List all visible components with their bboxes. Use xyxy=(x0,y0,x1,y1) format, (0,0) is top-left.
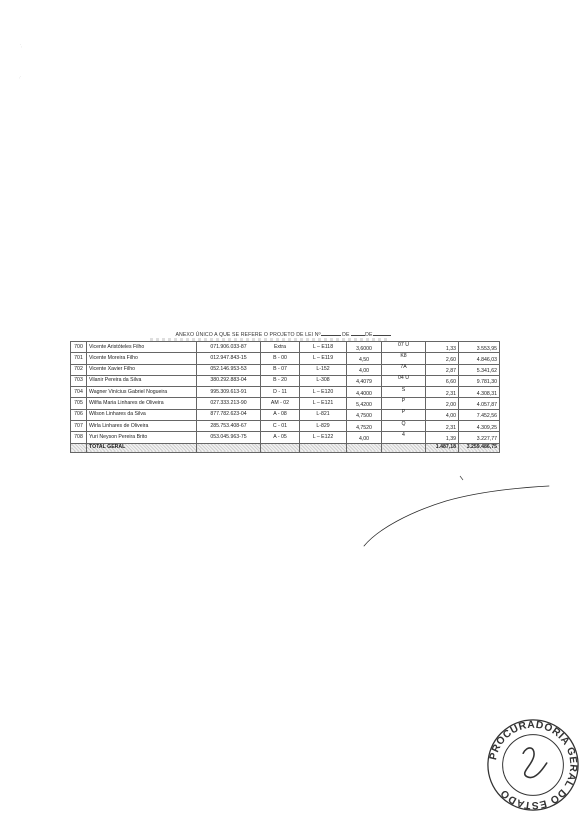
value-cell: 5.341,62 xyxy=(459,364,500,375)
ref-cell: S xyxy=(382,387,426,398)
name-cell: Wilfia Maria Linhares de Oliveira xyxy=(87,398,197,409)
name-cell: Vilanir Pereira da Silva xyxy=(87,375,197,386)
cpf-cell: 027.333.213-90 xyxy=(197,398,261,409)
seq-cell: 701 xyxy=(71,353,87,364)
lot-cell: L-308 xyxy=(300,375,347,386)
total-factor: 1.487,18 xyxy=(426,443,459,452)
name-cell: Wirla Linhares de Oliveira xyxy=(87,421,197,432)
lot-cell: L – E120 xyxy=(300,387,347,398)
ref-cell: 07 U xyxy=(382,342,426,353)
lot-cell: L – E121 xyxy=(300,398,347,409)
lot-cell: L-152 xyxy=(300,364,347,375)
factor-cell: 2,00 xyxy=(426,398,459,409)
lot-cell: L-829 xyxy=(300,421,347,432)
area-cell: 4,7500 xyxy=(347,409,382,420)
cpf-cell: 012.947.843-15 xyxy=(197,353,261,364)
value-cell: 7.452,56 xyxy=(459,409,500,420)
seq-cell: 707 xyxy=(71,421,87,432)
factor-cell: 6,60 xyxy=(426,375,459,386)
cpf-cell: 053.045.963-75 xyxy=(197,432,261,443)
factor-cell: 2,60 xyxy=(426,353,459,364)
area-cell: 4,00 xyxy=(347,364,382,375)
svg-text:PROCURADORIA GERAL DO ESTADO: PROCURADORIA GERAL DO ESTADO xyxy=(488,719,579,811)
factor-cell: 4,00 xyxy=(426,409,459,420)
area-cell: 4,4000 xyxy=(347,387,382,398)
ref-cell: 04 U xyxy=(382,375,426,386)
value-cell: 4.057,87 xyxy=(459,398,500,409)
name-cell: Vicente Xavier Filho xyxy=(87,364,197,375)
grade-cell: Extra xyxy=(261,342,300,353)
ref-cell: P xyxy=(382,398,426,409)
seq-cell: 706 xyxy=(71,409,87,420)
cpf-cell: 877.782.623-04 xyxy=(197,409,261,420)
ref-cell: 4 xyxy=(382,432,426,443)
total-label: TOTAL GERAL xyxy=(87,443,197,452)
cpf-cell: 995.309.613-91 xyxy=(197,387,261,398)
area-cell: 4,00 xyxy=(347,432,382,443)
state-seal-stamp xyxy=(484,716,582,814)
value-cell: 4.846,03 xyxy=(459,353,500,364)
lot-cell: L – E119 xyxy=(300,353,347,364)
value-cell: 3.227,77 xyxy=(459,432,500,443)
seq-cell: 708 xyxy=(71,432,87,443)
grade-cell: D - 11 xyxy=(261,387,300,398)
total-value: 3.259.486,75 xyxy=(459,443,500,452)
area-cell: 5,4200 xyxy=(347,398,382,409)
name-cell: Vicente Aristóteles Filho xyxy=(87,342,197,353)
grade-cell: B - 20 xyxy=(261,375,300,386)
factor-cell: 2,87 xyxy=(426,364,459,375)
factor-cell: 1,39 xyxy=(426,432,459,443)
header-text-1: ANEXO ÚNICO A QUE SE REFERE O PROJETO DE LEI Nº xyxy=(175,332,321,338)
name-cell: Vicente Moreira Filho xyxy=(87,353,197,364)
value-cell: 9.781,30 xyxy=(459,375,500,386)
ref-cell: K8 xyxy=(382,353,426,364)
seq-cell: 700 xyxy=(71,342,87,353)
factor-cell: 2,31 xyxy=(426,421,459,432)
grade-cell: A - 05 xyxy=(261,432,300,443)
value-cell: 4.308,31 xyxy=(459,387,500,398)
cpf-cell: 380.292.883-04 xyxy=(197,375,261,386)
factor-cell: 1,33 xyxy=(426,342,459,353)
area-cell: 4,50 xyxy=(347,353,382,364)
grade-cell: AM - 02 xyxy=(261,398,300,409)
area-cell: 4,7520 xyxy=(347,421,382,432)
lot-cell: L – E122 xyxy=(300,432,347,443)
name-cell: Wagner Vinícius Gabriel Nogueira xyxy=(87,387,197,398)
ref-cell: Q xyxy=(382,421,426,432)
grade-cell: B - 00 xyxy=(261,353,300,364)
grade-cell: C - 01 xyxy=(261,421,300,432)
seq-cell: 702 xyxy=(71,364,87,375)
grade-cell: B - 07 xyxy=(261,364,300,375)
value-cell: 4.309,25 xyxy=(459,421,500,432)
grade-cell: A - 08 xyxy=(261,409,300,420)
seq-cell: 705 xyxy=(71,398,87,409)
document-page: ʻ‚ ‚· ANEXO ÚNICO A QUE SE REFERE O PROJETO DE LEI Nº DE DE 700 Vicente Aristóteles Filho 071.906.033-87 Extra L – E118 3,6000 07 U 1,33 3.553,95 701 Vicente Moreira Filho 012.947.843-15 B - 00 L – E119 4,50 K8 2,60 4.846,03 702 Vicente Xavier Filho 052.146.953-53 B - 07 L-152 4,00 7A 2,87 5.341,62 703 Vilanir Pereira da Silva 380.292.883-04 B - 20 L-308 4,4079 04 U 6,60 9.781,30 704 Wagner Vinícius Gabriel Nogueira 995.309.613-91 D - 11 L – E120 4,4000 S 2,31 4.308,31 705 Wilfia Maria Linhares de Oliveira 027.333.213-90 AM - 02 L – E121 5,4200 P 2,00 4.057,87 706 Wilson Linhares da Silva 877.782.623-04 A - 08 L-821 4,7500 P 4,00 7.452,56 707 Wirla Linhares de Oliveira 285.753.408-67 C - 01 L-829 4,7520 Q 2,31 4.309,25 708 Yuri Neyson Pereira Brito 053.045.963-75 A - 05 L – E122 4,00 4 1,39 3.227,77 TOTAL GERAL 1.487,18 3.259.486,75 PROCURADORIA GERAL DO ESTADO xyxy=(0,0,566,794)
seq-cell: 704 xyxy=(71,387,87,398)
area-cell: 3,6000 xyxy=(347,342,382,353)
cpf-cell: 071.906.033-87 xyxy=(197,342,261,353)
ref-cell: P xyxy=(382,409,426,420)
name-cell: Yuri Neyson Pereira Brito xyxy=(87,432,197,443)
header-text-3: DE xyxy=(365,332,373,338)
seq-cell: 703 xyxy=(71,375,87,386)
name-cell: Wilson Linhares da Silva xyxy=(87,409,197,420)
header-text-2: DE xyxy=(342,332,350,338)
lot-cell: L – E118 xyxy=(300,342,347,353)
factor-cell: 2,31 xyxy=(426,387,459,398)
ref-cell: 7A xyxy=(382,364,426,375)
cpf-cell: 052.146.953-53 xyxy=(197,364,261,375)
area-cell: 4,4079 xyxy=(347,375,382,386)
cpf-cell: 285.753.408-67 xyxy=(197,421,261,432)
lot-cell: L-821 xyxy=(300,409,347,420)
value-cell: 3.553,95 xyxy=(459,342,500,353)
